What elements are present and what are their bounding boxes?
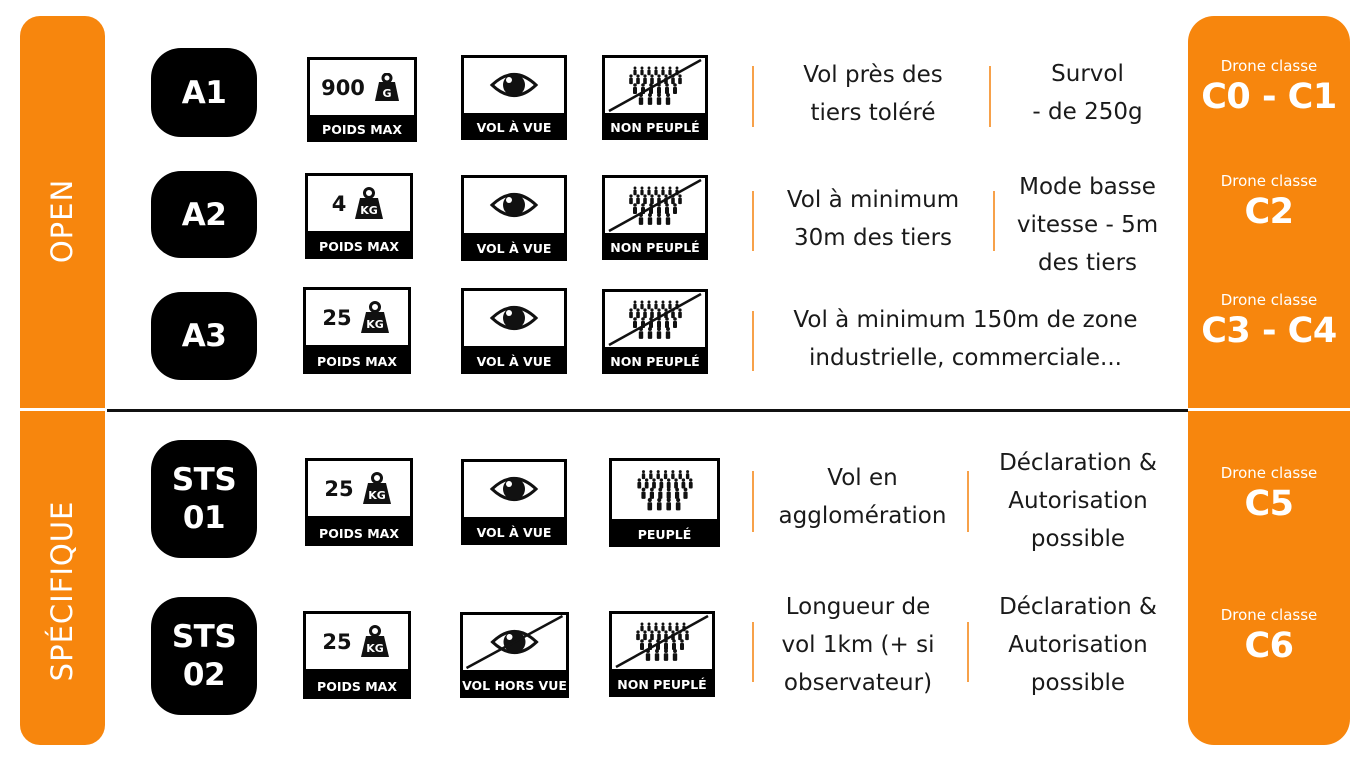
person-body [658,492,662,499]
category-label: A2 [181,196,227,233]
strike-through-line [605,178,705,233]
weight-unit: KG [367,488,386,502]
person-body [664,473,667,479]
category-badge [151,171,257,258]
drone-class-value: C6 [1244,626,1294,666]
drone-class-block [1188,464,1350,526]
strike-through-line [463,615,566,670]
population-sign [609,458,720,547]
weight-caption: POIDS MAX [319,239,399,254]
person-body [659,482,663,489]
column-divider [989,66,991,127]
column-divider [752,471,754,532]
note-line: Autorisation [1008,488,1148,514]
class-divider [1188,408,1350,411]
strike-through-line [605,292,705,347]
drone-class-block [1188,606,1350,668]
person-body [657,473,660,479]
weight-sign [303,611,411,699]
person-head [684,488,688,492]
person-head [667,488,671,492]
drone-class-label: Drone classe [1220,606,1318,624]
section-divider [20,408,105,411]
category-label: 01 [182,500,226,536]
note-line: possible [1030,670,1126,696]
category-badge [151,597,257,715]
population-caption: NON PEUPLÉ [617,677,707,692]
weight-icon [352,187,386,221]
person-head [642,488,646,492]
drone-class-label: Drone classe [1220,172,1318,190]
weight-value: 25 [324,476,354,501]
sight-sign [460,612,569,698]
eye-icon [464,462,564,517]
column-divider [993,191,995,251]
person-body [667,492,671,499]
weight-icon [371,73,403,103]
person-head [682,478,685,481]
person-head [638,478,641,481]
description-line: Longueur de [785,594,931,620]
category-badge [151,292,257,380]
eye-icon [464,178,564,233]
person-head [686,470,689,473]
drone-class-block [1188,291,1350,353]
sight-sign [461,175,567,261]
strike-through-line [605,58,705,113]
column-divider [967,622,969,682]
row-description [768,301,1163,377]
person-head [648,498,652,502]
population-sign [602,175,708,260]
description-line: vol 1km (+ si [781,632,935,658]
column-divider [967,471,969,532]
person-body [642,473,645,479]
person-body [657,502,662,510]
sight-caption: VOL À VUE [476,241,552,256]
person-body [652,482,656,489]
population-caption: NON PEUPLÉ [610,120,700,135]
category-label: 02 [182,657,226,693]
section-label-open: OPEN [45,178,79,264]
description-line: 30m des tiers [793,225,953,251]
description-line: industrielle, commerciale... [809,345,1122,371]
population-caption: NON PEUPLÉ [610,240,700,255]
person-body [675,492,679,499]
section-panel [20,16,105,745]
row-description [768,588,948,702]
weight-unit: KG [365,317,384,331]
population-sign [602,289,708,374]
weight-sign [303,287,411,374]
person-head [657,470,660,473]
person-head [664,470,667,473]
person-head [645,478,648,481]
row-note [983,588,1173,702]
person-head [676,498,680,502]
person-head [675,488,679,492]
note-line: Déclaration & [999,594,1157,620]
row-note [983,444,1173,558]
category-label: A3 [181,318,227,354]
person-body [637,482,641,489]
note-line: possible [1030,526,1126,552]
person-body [671,473,674,479]
section-label-specifique: SPÉCIFIQUE [45,500,79,682]
category-label: A1 [181,74,227,111]
population-caption: PEUPLÉ [637,527,692,542]
note-line: Déclaration & [999,450,1157,476]
weight-icon [358,625,392,659]
note-line: Survol [1051,61,1124,87]
description-line: agglomération [778,503,947,529]
weight-caption: POIDS MAX [317,354,397,369]
weight-unit: KG [365,641,384,655]
drone-class-block [1188,172,1350,234]
person-head [671,470,674,473]
person-head [679,470,682,473]
person-head [658,488,662,492]
drone-class-panel [1188,16,1350,745]
person-body [645,482,649,489]
weight-value: 25 [322,305,352,330]
weight-value: 4 [331,191,347,216]
sight-sign [461,459,567,545]
eye-icon [464,58,564,113]
row-description [766,56,980,132]
drone-class-label: Drone classe [1220,57,1318,75]
weight-value: 25 [322,629,352,654]
population-sign [602,55,708,140]
person-head [657,498,661,502]
sight-caption: VOL À VUE [476,525,552,540]
description-line: Vol près des [803,62,943,88]
note-line: vitesse - 5m [1016,212,1159,238]
person-body [679,473,682,479]
person-body [667,482,671,489]
person-body [649,473,652,479]
person-body [682,482,686,489]
description-line: tiers toléré [810,100,936,126]
section-divider-line [107,409,1188,412]
sight-sign [461,288,567,374]
category-label: STS [171,462,237,498]
person-body [674,482,678,489]
sight-sign [461,55,567,140]
strike-through-line [612,614,712,669]
column-divider [752,191,754,251]
weight-icon [360,472,394,506]
description-line: Vol en [827,465,898,491]
category-badge [151,440,257,558]
weight-icon [358,301,392,335]
eye-icon [464,291,564,346]
weight-caption: POIDS MAX [317,679,397,694]
category-badge [151,48,257,137]
person-body [676,502,681,510]
drone-class-label: Drone classe [1220,464,1318,482]
person-head [667,478,670,481]
note-line: Autorisation [1008,632,1148,658]
crowd-icon [612,461,717,519]
population-sign [609,611,715,697]
sight-caption: VOL À VUE [476,120,552,135]
description-line: Vol à minimum [786,187,960,213]
description-line: Vol à minimum 150m de zone [793,307,1138,333]
row-description [763,181,983,257]
note-line: Mode basse [1019,174,1156,200]
person-body [689,482,693,489]
drone-class-label: Drone classe [1220,291,1318,309]
person-body [666,502,671,510]
person-body [641,492,645,499]
category-label: STS [171,619,237,655]
person-head [650,488,654,492]
population-caption: NON PEUPLÉ [610,354,700,369]
drone-class-value: C5 [1244,484,1294,524]
column-divider [752,311,754,371]
description-line: observateur) [783,670,933,696]
person-head [642,470,645,473]
person-head [660,478,663,481]
note-line: - de 250g [1032,99,1143,125]
person-head [674,478,677,481]
sight-caption: VOL HORS VUE [462,678,567,693]
row-description [760,459,965,535]
note-line: des tiers [1037,250,1138,276]
person-head [667,498,671,502]
person-head [652,478,655,481]
person-body [650,492,654,499]
drone-class-value: C2 [1244,192,1294,232]
weight-sign [305,458,413,546]
weight-unit: G [382,86,392,100]
person-body [647,502,652,510]
weight-sign [307,57,417,142]
row-note [1000,168,1175,282]
column-divider [752,622,754,682]
weight-sign [305,173,413,259]
row-note [1000,55,1175,131]
column-divider [752,66,754,127]
person-body [683,492,687,499]
person-head [649,470,652,473]
drone-class-block [1188,57,1350,119]
drone-class-value: C3 - C4 [1201,311,1337,351]
weight-value: 900 [321,75,365,100]
person-head [689,478,692,481]
weight-unit: KG [360,203,379,217]
weight-caption: POIDS MAX [319,526,399,541]
person-body [686,473,689,479]
drone-class-value: C0 - C1 [1201,77,1337,117]
sight-caption: VOL À VUE [476,354,552,369]
weight-caption: POIDS MAX [322,122,402,137]
